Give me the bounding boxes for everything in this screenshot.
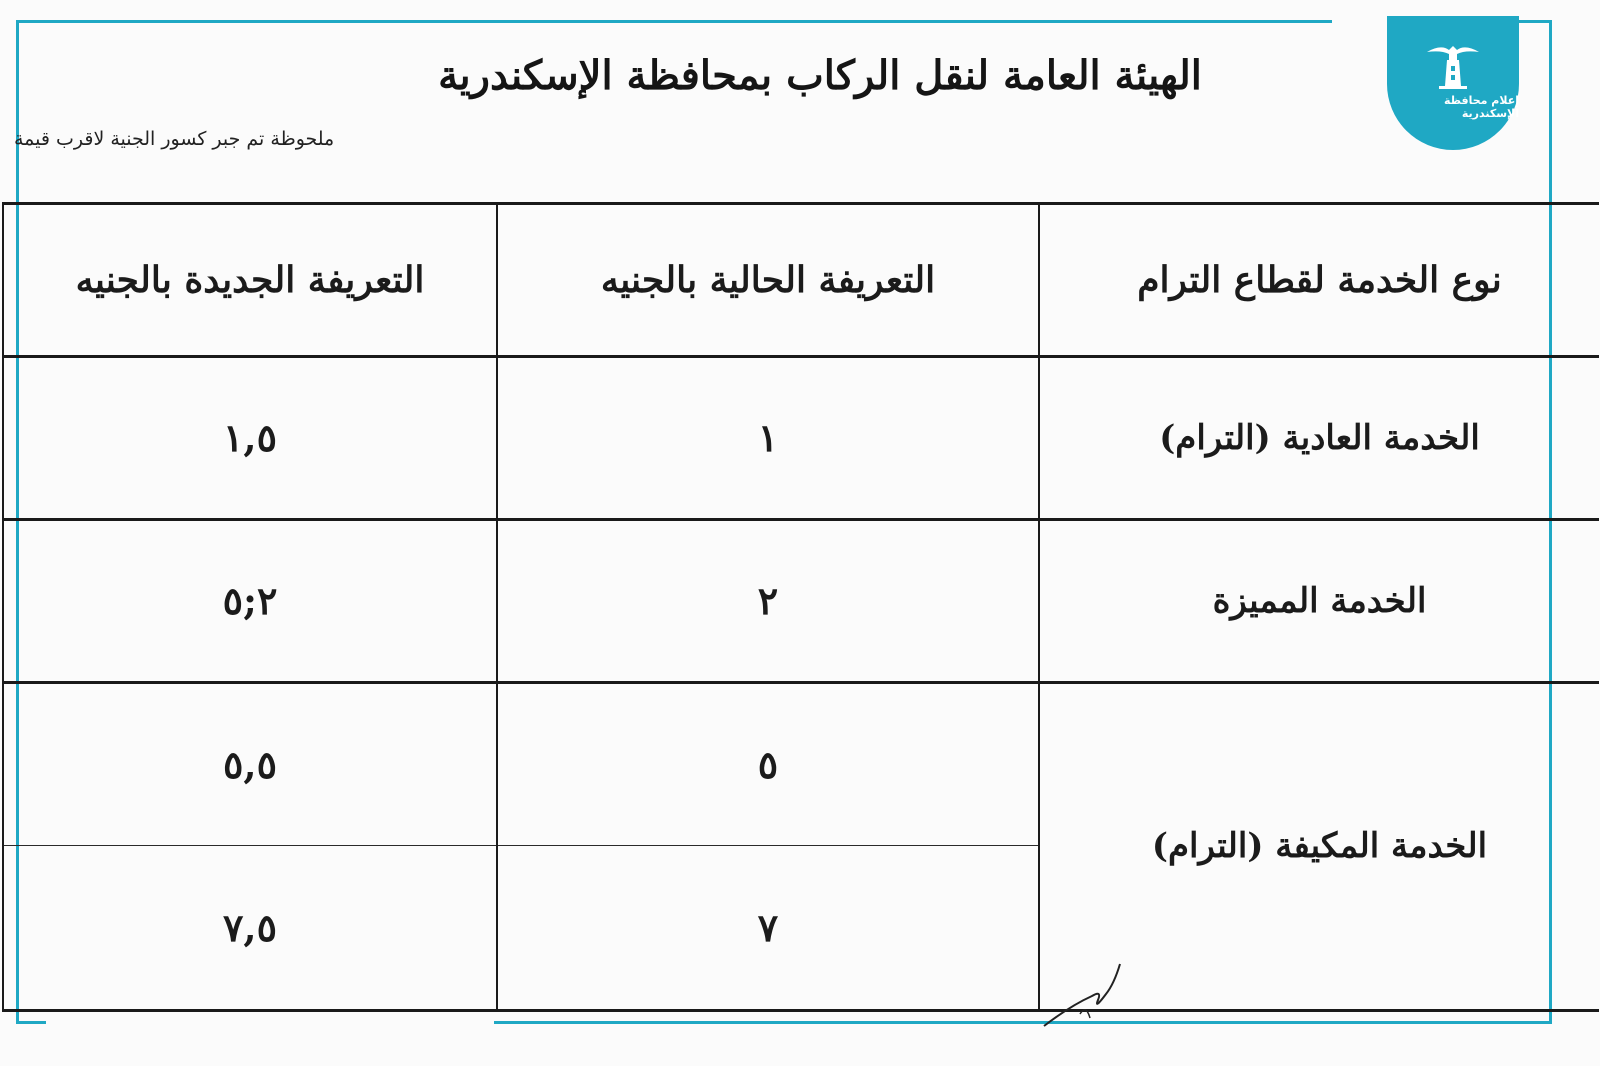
table-header-row bbox=[3, 204, 1599, 357]
frame-top-left bbox=[16, 20, 1332, 23]
service-type-cell: الخدمة المميزة bbox=[1039, 519, 1599, 682]
service-type-cell: الخدمة المكيفة (الترام) bbox=[1039, 682, 1599, 1010]
logo-text: إعلام محافظة الإسكندرية bbox=[1444, 94, 1519, 120]
fares-table bbox=[2, 202, 1599, 1012]
service-type-cell: الخدمة العادية (الترام) bbox=[1039, 357, 1599, 520]
new-fare-cell: ١,٥ bbox=[3, 357, 497, 520]
header-current-fare: التعريفة الحالية بالجنيه bbox=[497, 204, 1039, 357]
governorate-logo bbox=[1387, 16, 1519, 150]
rounding-note: ملحوظة تم جبر كسور الجنية لاقرب قيمة bbox=[14, 128, 335, 150]
signature-scribble bbox=[1040, 960, 1130, 1030]
current-fare-cell: ٥ bbox=[497, 682, 1039, 845]
table-row bbox=[3, 357, 1599, 520]
frame-bottom-left bbox=[16, 1021, 46, 1024]
header-service-type: نوع الخدمة لقطاع الترام bbox=[1039, 204, 1599, 357]
table-row bbox=[3, 682, 1599, 845]
frame-top-right bbox=[1516, 20, 1552, 23]
new-fare-cell: ٧,٥ bbox=[3, 845, 497, 1010]
new-fare-cell: ٥,٥ bbox=[3, 682, 497, 845]
header-new-fare: التعريفة الجديدة بالجنيه bbox=[3, 204, 497, 357]
new-fare-cell: ٢;٥ bbox=[3, 519, 497, 682]
current-fare-cell: ٧ bbox=[497, 845, 1039, 1010]
lighthouse-icon bbox=[1423, 34, 1483, 90]
current-fare-cell: ٢ bbox=[497, 519, 1039, 682]
page-title: الهيئة العامة لنقل الركاب بمحافظة الإسكندرية bbox=[438, 52, 1202, 99]
frame-bottom-right bbox=[494, 1021, 1552, 1024]
table-row bbox=[3, 519, 1599, 682]
current-fare-cell: ١ bbox=[497, 357, 1039, 520]
